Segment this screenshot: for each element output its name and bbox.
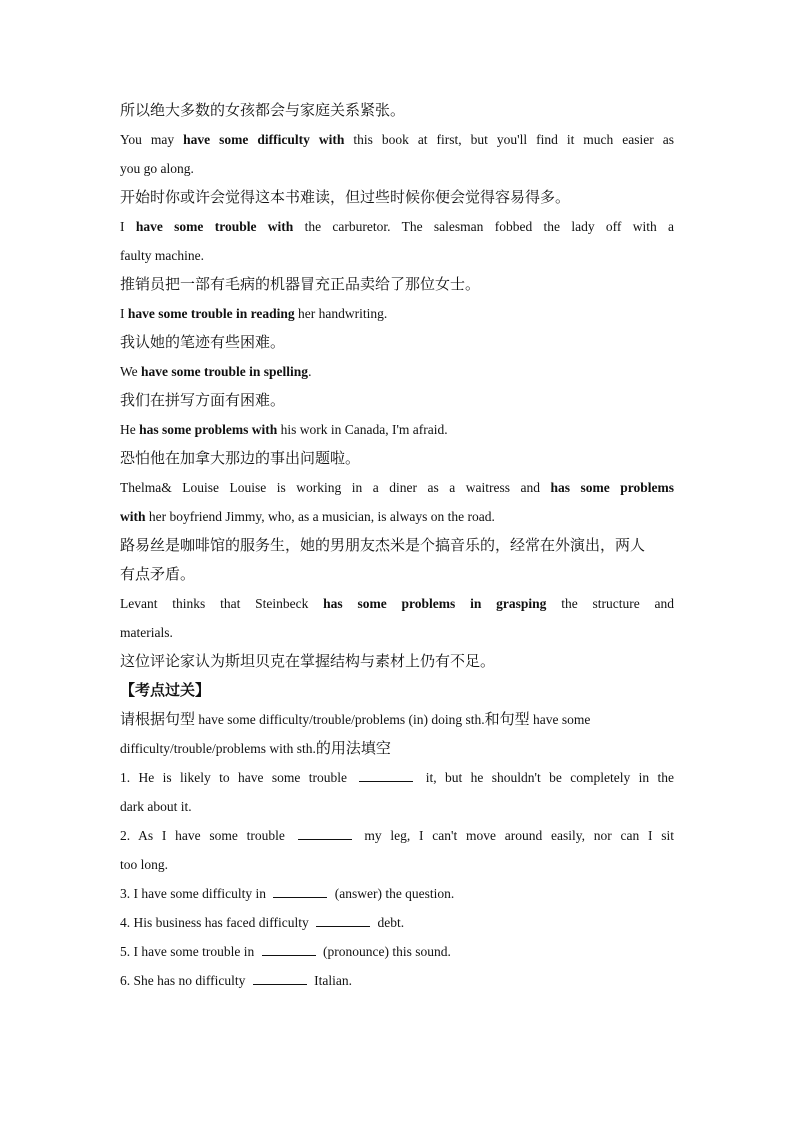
example-4-en-part-2: . bbox=[308, 364, 312, 379]
example-3-en-part-1: I bbox=[120, 306, 128, 321]
instruction-line-2 bbox=[120, 734, 674, 763]
example-2-en-cont: faulty machine. bbox=[120, 248, 204, 263]
example-2-en-part-2: the carburetor. The salesman fobbed the lady off with a bbox=[293, 219, 675, 234]
exercise-1-blank[interactable] bbox=[359, 770, 413, 782]
example-7-en-part-1: Levant thinks that Steinbeck bbox=[120, 596, 324, 611]
example-7-en-part-2: the structure and bbox=[546, 596, 675, 611]
instruction-line-1 bbox=[120, 705, 674, 734]
exercise-3-after: (answer) the question. bbox=[331, 886, 455, 901]
example-1-en bbox=[120, 125, 674, 154]
example-7-en bbox=[120, 589, 674, 618]
exercise-2-after: my leg, I can't move around easily, nor can I sit bbox=[355, 828, 674, 843]
example-5-zh: 恐怕他在加拿大那边的事出问题啦。 bbox=[120, 449, 361, 467]
example-6-en-cont-rest: her boyfriend Jimmy, who, as a musician, is always on the road. bbox=[145, 509, 495, 524]
exercise-6-blank[interactable] bbox=[253, 973, 307, 985]
exercise-2 bbox=[120, 821, 674, 850]
exercise-2-before: 2. As I have some trouble bbox=[120, 828, 294, 843]
exercise-5-blank[interactable] bbox=[262, 944, 316, 956]
exercise-1-before: 1. He is likely to have some trouble bbox=[120, 770, 356, 785]
example-6-zh: 路易丝是咖啡馆的服务生，她的男朋友杰米是个搞音乐的，经常在外演出，两人 bbox=[120, 536, 646, 554]
exercise-6-after: Italian. bbox=[310, 973, 352, 988]
exercise-6-before: 6. She has no difficulty bbox=[120, 973, 249, 988]
example-1-en-phrase: have some difficulty with bbox=[183, 132, 345, 147]
exercise-5-after: (pronounce) this sound. bbox=[319, 944, 451, 959]
intro-zh-line: 所以绝大多数的女孩都会与家庭关系紧张。 bbox=[120, 101, 406, 119]
exercise-3-blank[interactable] bbox=[273, 886, 327, 898]
example-4-zh: 我们在拼写方面有困难。 bbox=[120, 391, 286, 409]
exercise-6 bbox=[120, 966, 674, 995]
example-6-en-cont bbox=[120, 502, 674, 531]
example-1-en-part-1: You may bbox=[120, 132, 184, 147]
example-2-en-phrase: have some trouble with bbox=[135, 219, 294, 234]
instruction-en-1: have some difficulty/trouble/problems (in) doing sth. bbox=[195, 712, 485, 727]
example-1-en-part-2: this book at first, but you'll find it much easier as bbox=[344, 132, 675, 147]
example-6-en-part-1: Thelma& Louise Louise is working in a diner as a waitress and bbox=[120, 480, 551, 495]
exercise-1-after: it, but he shouldn't be completely in the bbox=[417, 770, 674, 785]
exercise-2-blank[interactable] bbox=[298, 828, 352, 840]
example-6-en bbox=[120, 473, 674, 502]
example-4-en bbox=[120, 357, 674, 386]
example-5-en bbox=[120, 415, 674, 444]
instruction-en-2: have some bbox=[529, 712, 591, 727]
example-5-en-part-2: his work in Canada, I'm afraid. bbox=[277, 422, 448, 437]
example-2-zh: 推销员把一部有毛病的机器冒充正品卖给了那位女士。 bbox=[120, 275, 481, 293]
example-5-en-part-1: He bbox=[120, 422, 140, 437]
exercise-2-cont: too long. bbox=[120, 857, 169, 872]
section-title: 【考点过关】 bbox=[120, 681, 211, 699]
example-2-en-part-1: I bbox=[120, 219, 136, 234]
example-6-en-cont-phrase: with bbox=[120, 509, 146, 524]
exercise-4-blank[interactable] bbox=[316, 915, 370, 927]
example-7-en-phrase: has some problems in grasping bbox=[323, 596, 547, 611]
example-3-en-phrase: have some trouble in reading bbox=[127, 306, 295, 321]
instruction-zh-2: 和句型 bbox=[484, 710, 530, 728]
document-page bbox=[120, 96, 674, 995]
exercise-4-after: debt. bbox=[374, 915, 405, 930]
exercise-3 bbox=[120, 879, 674, 908]
example-6-en-phrase: has some problems bbox=[550, 480, 675, 495]
example-3-zh: 我认她的笔迹有些困难。 bbox=[120, 333, 286, 351]
example-1-zh: 开始时你或许会觉得这本书难读，但过些时候你便会觉得容易得多。 bbox=[120, 188, 571, 206]
instruction-zh-3: 的用法填空 bbox=[315, 739, 391, 757]
example-7-zh: 这位评论家认为斯坦贝克在掌握结构与素材上仍有不足。 bbox=[120, 652, 496, 670]
exercise-1-cont: dark about it. bbox=[120, 799, 192, 814]
exercise-3-before: 3. I have some difficulty in bbox=[120, 886, 270, 901]
example-2-en bbox=[120, 212, 674, 241]
example-1-en-cont: you go along. bbox=[120, 161, 194, 176]
exercise-4 bbox=[120, 908, 674, 937]
example-4-en-part-1: We bbox=[120, 364, 142, 379]
exercise-1 bbox=[120, 763, 674, 792]
exercise-4-before: 4. His business has faced difficulty bbox=[120, 915, 313, 930]
instruction-en-3: difficulty/trouble/problems with sth. bbox=[120, 741, 316, 756]
example-6-zh-cont: 有点矛盾。 bbox=[120, 565, 196, 583]
exercise-5 bbox=[120, 937, 674, 966]
example-3-en bbox=[120, 299, 674, 328]
example-5-en-phrase: has some problems with bbox=[139, 422, 278, 437]
example-7-en-cont: materials. bbox=[120, 625, 173, 640]
exercise-5-before: 5. I have some trouble in bbox=[120, 944, 258, 959]
instruction-zh-1: 请根据句型 bbox=[120, 710, 196, 728]
example-3-en-part-2: her handwriting. bbox=[294, 306, 388, 321]
example-4-en-phrase: have some trouble in spelling bbox=[141, 364, 309, 379]
